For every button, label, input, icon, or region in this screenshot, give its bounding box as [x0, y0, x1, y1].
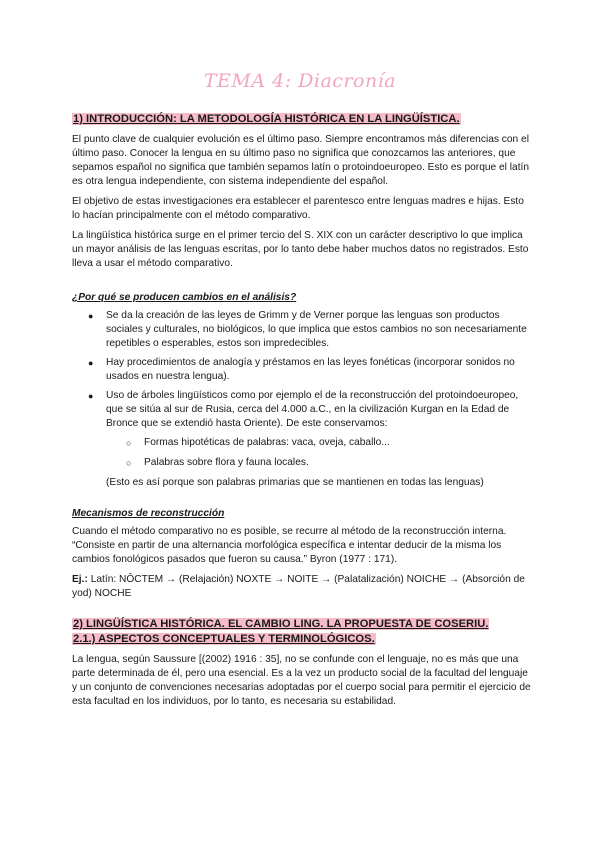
section2-subheading: 2.1.) ASPECTOS CONCEPTUALES Y TERMINOLÓGICOS. — [73, 633, 375, 645]
section1-heading-block — [72, 112, 532, 127]
why-heading: ¿Por qué se producen cambios en el análisis? — [72, 292, 297, 303]
page-title: TEMA 4: Diacronía — [203, 70, 397, 92]
note-text: (Esto es así porque son palabras primarias que se mantienen en todas las lenguas) — [106, 477, 484, 488]
sub-bullet-item: ○ Palabras sobre flora y fauna locales. — [144, 456, 532, 470]
paragraph: La lingüística histórica surge en el primer tercio del S. XIX con un carácter descriptivo lo que implica un mayor análisis de las lenguas escritas, por lo tanto debe haber muchos datos no registrados. Esto lleva a usar el método comparativo. — [72, 230, 529, 269]
document-body — [72, 112, 532, 715]
sub-bullet-item: ○ Formas hipotéticas de palabras: vaca, oveja, caballo... — [144, 436, 532, 450]
bullet-item: ● Se da la creación de las leyes de Grimm y de Verner porque las lenguas son productos sociales y culturales, no biológicos, lo que implica que estos cambios no son necesariamente repetibles o esperables, estos son impredecibles. — [106, 309, 532, 351]
paragraph: Cuando el método comparativo no es posible, se recurre al método de la reconstrucción interna. “Consiste en partir de una alternancia morfológica específica e intentar deducir de la misma los cambios fonológicos pasados que fueron su causa.” Byron (1977 : 171). — [72, 526, 507, 565]
paragraph: La lengua, según Saussure [(2002) 1916 : 35], no se confunde con el lenguaje, no es más que una parte determinada de él, pero una esencial. Es a la vez un producto social de la facultad del lenguaje y un conjunto de convenciones necesarias adoptadas por el cuerpo social para permitir el ejercicio de esta facultad en los individuos, por lo tanto, es necesaria su estabilidad. — [72, 654, 531, 707]
section2-heading-block — [72, 617, 532, 647]
why-bullet-list — [72, 309, 532, 470]
sub-bullet-list — [106, 436, 532, 470]
paragraph: El punto clave de cualquier evolución es el último paso. Siempre encontramos más diferencias con el último paso. Conocer la lengua en su último paso no significa que conozcamos las anteriores, que sepamos español no significa que también sepamos latín o protoindoeuropeo. Esto es porque el latín es otra lengua independiente, con sistema independiente del español. — [72, 134, 530, 187]
example-text: Latín: NÔCTEM → (Relajación) NOXTE → NOITE → (Palatalización) NOICHE → (Absorción de yod) NOCHE — [72, 574, 525, 599]
mechanisms-heading: Mecanismos de reconstrucción — [72, 508, 225, 519]
bullet-text: Uso de árboles lingüísticos como por ejemplo el de la reconstrucción del protoindoeuropeo, que se sitúa al sur de Rusia, cerca del 4.000 a.C., en la civilización Kurgan en la Edad de Bronce que se extendió hasta Oriente). De este conservamos: — [106, 390, 519, 429]
bullet-item — [106, 389, 532, 470]
section1-heading: 1) INTRODUCCIÓN: LA METODOLOGÍA HISTÓRICA EN LA LINGÜÍSTICA. — [73, 113, 460, 125]
example-label: Ej.: — [72, 574, 88, 585]
bullet-item: ● Hay procedimientos de analogía y préstamos en las leyes fonéticas (incorporar sonidos no usados en nuestra lengua). — [106, 356, 532, 384]
paragraph: El objetivo de estas investigaciones era establecer el parentesco entre lenguas madres e hijas. Esto lo hacían principalmente con el método comparativo. — [72, 196, 524, 221]
section2-heading: 2) LINGÜÍSTICA HISTÓRICA. EL CAMBIO LING. LA PROPUESTA DE COSERIU. — [73, 618, 489, 630]
example-line — [72, 573, 532, 601]
